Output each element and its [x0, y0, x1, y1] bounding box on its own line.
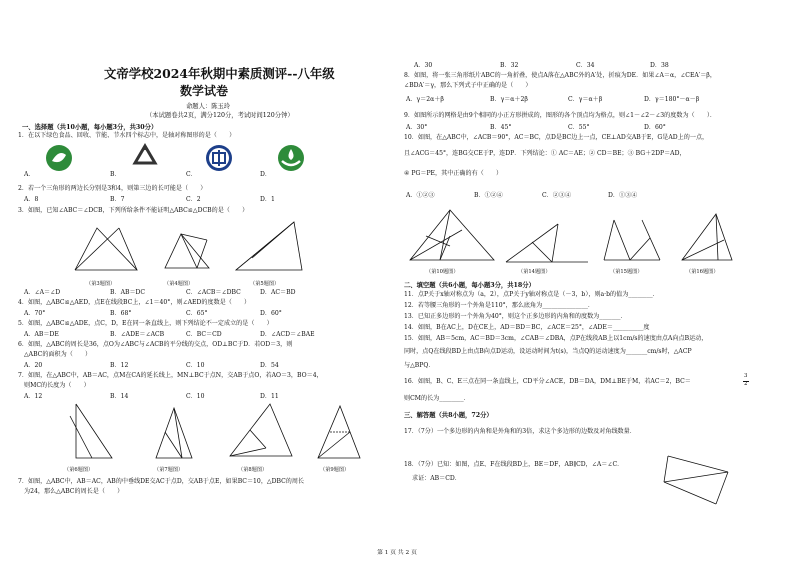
option-b: B．45° — [490, 124, 512, 131]
figure-5 — [232, 218, 312, 274]
question-text: ④ PG＝PE，其中正确的有（ ） — [404, 170, 503, 177]
option-c: C． — [186, 171, 197, 178]
option-a: A．20 — [24, 362, 43, 369]
question-text: 13．已知正多边形的一个外角为40°，则这个正多边形的内角和的度数为_______． — [404, 313, 627, 320]
figure-3 — [69, 222, 149, 274]
option-d: D．60° — [260, 310, 282, 317]
section-heading: 三、解答题（共8小题，72分） — [404, 412, 493, 419]
option-b: B．32 — [500, 62, 519, 69]
option-d: D．11 — [260, 393, 279, 400]
question-text: 18．（7分）已知：如图，点E、F在线段BD上，BE＝DF，AB∥CD，∠A＝∠C． — [404, 461, 624, 468]
question-text: 则CM的长为________． — [404, 395, 470, 402]
question-text: 6．如图，△ABC的周长是36，点O为∠ABC与∠ACB的平分线的交点，OD⊥BC于D．若OD＝3，则 — [18, 341, 293, 348]
question-text: 10．如图，在△ABC中，∠ACB＝90°，AC＝BC，点D是BC边上一点，CE⊥AD交AB于E，G是AD上的一点， — [404, 134, 709, 141]
question-text: 7．如图，△ABC中，AB＝AC，AB的中垂线DE交AC于点D，交AB于点E，如果BC＝10，△DBC的周长 — [18, 478, 305, 485]
figure-10 — [406, 206, 500, 266]
right-column — [404, 0, 784, 561]
question-text: 12．若等腰三角形的一个外角是110°，那么底角为_______________． — [404, 302, 595, 309]
question-text: 8．如图，将一张三角形纸片ABC的一角折叠，使点A落在△ABC外的A′处，折痕为DE．如果∠A＝α，∠CEA′＝β， — [404, 72, 716, 79]
figure-8 — [226, 400, 296, 462]
figure-15 — [600, 214, 664, 266]
question-text: 3．如图，已知∠ABC＝∠DCB，下列所给条件不能证明△ABC≌△DCB的是（ ） — [18, 207, 249, 214]
option-d: D．60° — [644, 124, 666, 131]
figure-caption: （第14题图） — [518, 269, 551, 275]
option-b: B．①②④ — [474, 192, 503, 199]
question-text: 4．如图，△ABC≌△AED，点E在线段BC上，∠1＝40°，则∠AED的度数是（ ） — [18, 299, 251, 306]
option-c: C．55° — [568, 124, 590, 131]
exam-title: 文帝学校2024年秋期中素质测评--八年级 — [104, 66, 335, 81]
fraction-numerator: 3 — [744, 373, 748, 379]
option-c: C．γ＝α＋β — [568, 96, 603, 103]
question-text: 17．（7分）一个多边形的内角和是外角和的3倍，求这个多边形的边数及对角线数量． — [404, 428, 636, 435]
question-text: 7．如图，在△ABC中，AB＝AC，点M在CA的延长线上，MN⊥BC于点N，交AB于点O，若AO＝3，BO＝4， — [18, 372, 323, 379]
figure-7 — [152, 404, 196, 462]
option-a: A．30° — [406, 124, 428, 131]
recycle-logo — [130, 143, 160, 173]
option-a: A．∠A＝∠D — [24, 289, 61, 296]
question-text: 求证：AB＝CD． — [412, 475, 461, 482]
question-text: 11．点P关于x轴对称点为（a，2），点P关于y轴对称点是（－3，b），则a·b的值为________． — [404, 291, 659, 298]
figure-caption: （第9题图） — [320, 467, 350, 473]
question-text: 16．如图，B、C、E三点在同一条直线上，CD平分∠ACE，DB＝DA，DM⊥BE于M，若AC＝2，BC＝ — [404, 378, 691, 385]
question-text: 则MC的长度为（ ） — [24, 382, 90, 389]
option-a: A．8 — [24, 196, 39, 203]
section-heading: 一、选择题（共10小题，每小题3分，共30分） — [22, 124, 158, 131]
option-c: C．10 — [186, 362, 205, 369]
left-column — [14, 0, 394, 561]
figure-caption: （第3题图） — [86, 281, 116, 287]
question-text: 为24，那么△ABC的周长是（ ） — [24, 488, 124, 495]
page-footer: 第 1 页 共 2 页 — [377, 550, 417, 556]
section-heading: 二、填空题（共6小题，每小题3分，共18分） — [404, 282, 535, 289]
question-text: 且∠ACG＝45°，连BG交CE于P，连DP．下列结论：① AC＝AE；② CD＝BE；③ BG＋2DP＝AD， — [404, 150, 686, 157]
figure-caption: （第6题图） — [64, 467, 94, 473]
exam-note: （本试题卷共2页，满分120分，考试时间120分钟） — [146, 112, 294, 119]
figure-caption: （第16题图） — [686, 269, 719, 275]
option-a: A．AB＝DE — [24, 331, 59, 338]
option-b: B．AB＝DC — [110, 289, 146, 296]
option-c: C．34 — [576, 62, 595, 69]
option-c: C．②③④ — [542, 192, 572, 199]
figure-16 — [678, 210, 738, 266]
water-saving-logo — [276, 143, 306, 173]
question-text: ∠BDA′＝γ，那么下列式子中正确的是（ ） — [404, 82, 532, 89]
option-b: B．68° — [110, 310, 132, 317]
fraction-denominator: 2 — [744, 381, 748, 387]
option-b: B．14 — [110, 393, 129, 400]
option-d: D．54 — [260, 362, 279, 369]
figure-caption: （第10题图） — [426, 269, 459, 275]
option-d: D．γ＝180°－α－β — [644, 96, 700, 103]
question-text: 2．若一个三角形的两边长分别是3和4，则第三边的长可能是（ ） — [18, 185, 207, 192]
figure-caption: （第5题图） — [250, 281, 280, 287]
question-text: △ABC的面积为（ ） — [24, 351, 92, 358]
question-text: 1．在以下绿色食品、回收、节能、节水四个标志中，是轴对称图形的是（ ） — [18, 132, 236, 139]
option-b: B． — [110, 171, 121, 178]
figure-4 — [159, 228, 219, 274]
option-d: D．1 — [260, 196, 275, 203]
option-c: C．10 — [186, 393, 205, 400]
option-a: A．12 — [24, 393, 43, 400]
question-text: 同时，点Q在线段BD上由点B向点D运动，设运动时间为t(s)，当点Q的运动速度为_______cm/s时，△ACP — [404, 348, 692, 355]
question-text: 15．如图，AB＝5cm，AC＝BD＝3cm，∠CAB＝∠DBA，点P在线段AB上以1cm/s的速度由点A向点B运动， — [404, 335, 708, 342]
option-a: A．①②③ — [406, 192, 435, 199]
option-c: C．BC＝CD — [186, 331, 222, 338]
figure-18 — [660, 452, 732, 510]
option-d: D．①③④ — [608, 192, 638, 199]
option-c: C．65° — [186, 310, 208, 317]
option-b: B．∠ADE＝∠ACB — [110, 331, 165, 338]
author: 命题人：陈玉玲 — [186, 103, 231, 110]
option-c: C．2 — [186, 196, 201, 203]
subject-title: 数学试卷 — [180, 84, 229, 98]
option-b: B．12 — [110, 362, 129, 369]
question-text: 14．如图，B在AC上，D在CE上，AD＝BD＝BC，∠ACE＝25°，∠ADE＝__________度 — [404, 324, 650, 331]
option-a: A．γ＝2α＋β — [406, 96, 444, 103]
figure-6 — [62, 400, 122, 462]
option-d: D．∠ACD＝∠BAE — [260, 331, 315, 338]
option-d: D．38 — [650, 62, 669, 69]
figure-9 — [314, 402, 364, 462]
option-c: C．∠ACB＝∠DBC — [186, 289, 241, 296]
figure-caption: （第15题图） — [610, 269, 643, 275]
green-food-logo — [44, 143, 74, 173]
question-text: 与△BPQ． — [404, 362, 435, 369]
option-a: A．30 — [414, 62, 433, 69]
option-d: D．AC＝BD — [260, 289, 296, 296]
option-a: A． — [24, 171, 35, 178]
option-d: D． — [260, 171, 271, 178]
question-text: 9．如图所示的网格是由9个相同的小正方形拼成的，图形的各个顶点均为格点，则∠1－∠2－∠3的度数为（ ）． — [404, 112, 716, 119]
option-b: B．7 — [110, 196, 125, 203]
option-b: B．γ＝α＋2β — [490, 96, 528, 103]
energy-saving-logo — [204, 143, 234, 173]
figure-caption: （第4题图） — [164, 281, 194, 287]
option-a: A．70° — [24, 310, 46, 317]
figure-caption: （第8题图） — [238, 467, 268, 473]
figure-caption: （第7题图） — [154, 467, 184, 473]
figure-14 — [504, 220, 590, 266]
question-text: 5．如图，△ABC≌△ADE，点C，D，E在同一条直线上，则下列结论不一定成立的是（ ） — [18, 320, 273, 327]
